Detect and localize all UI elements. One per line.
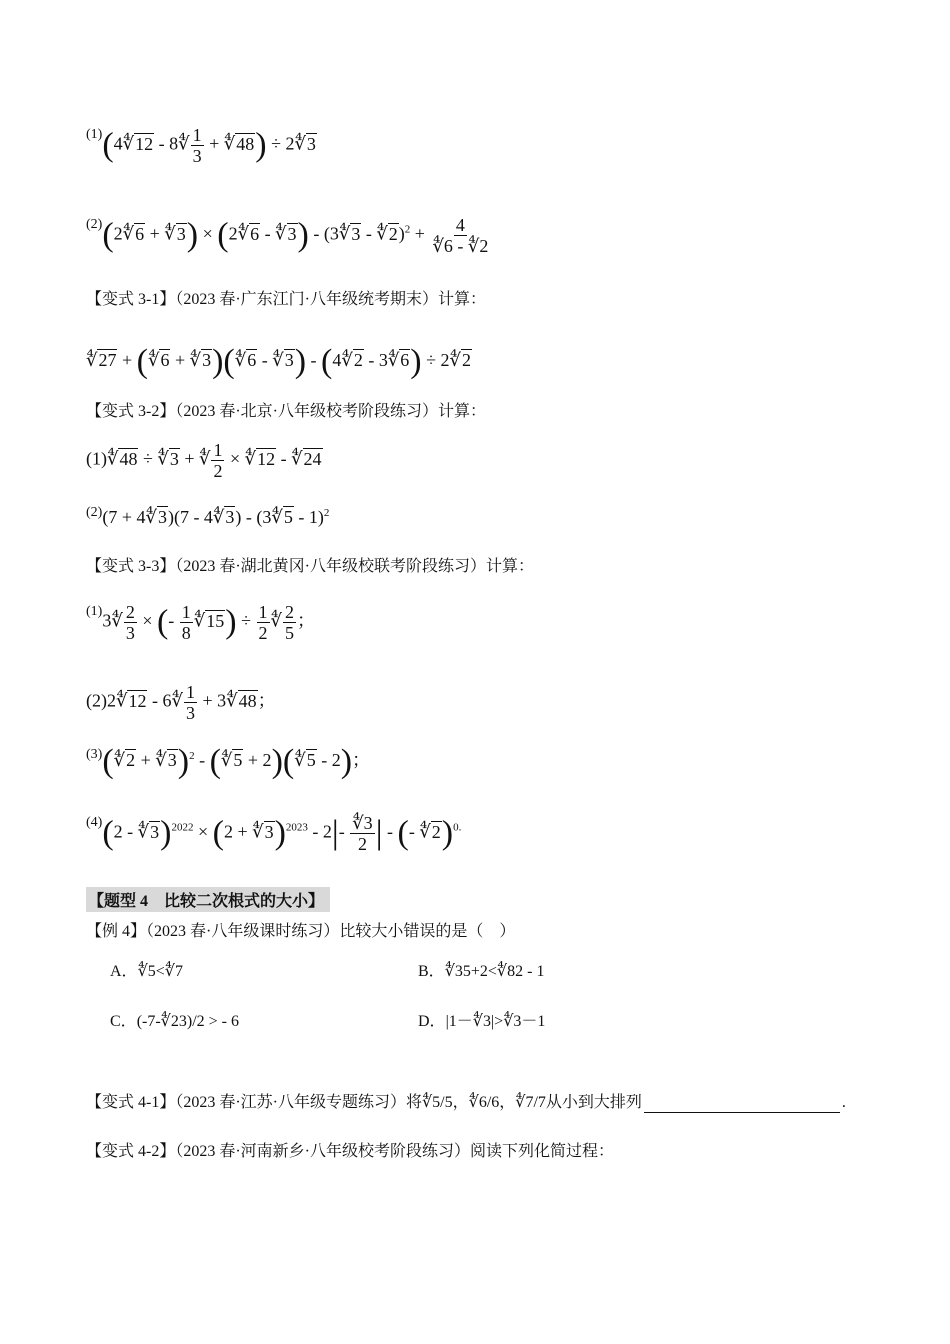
example-4-heading: 【例 4】（2023 春·八年级课时练习）比较大小错误的是（ ） bbox=[86, 923, 516, 940]
option-d-text: |1－∜3|>∜3－1 bbox=[445, 1013, 546, 1030]
variant-4-1: 【变式 4-1】（2023 春·江苏·八年级专题练习）将∜5/5，∜6/6，∜7/7从小到大排列 . bbox=[86, 1094, 846, 1111]
variant-3-2-expr-2: $^{(2)}$(7 + 4∜3)(7 - 4∜3) - (3∜5 - 1)$^2$ bbox=[86, 505, 330, 527]
src-v33-1: (1)3∜(2/3)×(-1/8∜15)÷1/2∜(2/5)； bbox=[72, 1300, 87, 1301]
src-v31: ∜27+(∜6+∜3)(∜6-∜3)-(4∜2-3∜6)÷2∜2 bbox=[32, 1300, 49, 1301]
variant-4-1-text: 【变式 4-1】（2023 春·江苏·八年级专题练习）将∜5/5，∜6/6，∜7/7从小到大排列 bbox=[86, 1094, 642, 1111]
variant-3-2-heading: 【变式 3-2】（2023 春·北京·八年级校考阶段练习）计算： bbox=[86, 403, 486, 420]
src-p1: (1)(4∜12 - 8∜(1/3) + ∜48) ÷ 2∜3 bbox=[0, 1300, 14, 1301]
src-v33-4: (4)(2-∜3)^2022×(2+∜3)^2023-2|-∜3/2|-(-∜2)⁰. bbox=[109, 1300, 129, 1301]
variant-3-3-expr-2: (2)2∜12 - 6∜ $\frac{1}{3}$ + 3∜48； bbox=[86, 682, 276, 723]
variant-3-2-expr-1: (1)∜48 ÷ ∜3 + ∜ $\frac{1}{2}$ × ∜12 - ∜24 bbox=[86, 440, 322, 481]
variant-3-3-expr-3: $^{(3)}$(∜2 + ∜3)$^2$ - (∜5 + 2)(∜5 - 2)； bbox=[86, 743, 371, 780]
variant-3-1-heading: 【变式 3-1】（2023 春·广东江门·八年级统考期末）计算： bbox=[86, 291, 486, 308]
expression-source bbox=[0, 1300, 950, 1340]
option-d-label: D． bbox=[418, 1013, 446, 1030]
section-title: 【题型 4 比较二次根式的大小】 bbox=[86, 887, 330, 912]
option-a bbox=[110, 958, 183, 981]
variant-3-1-expression: ∜27 + (∜6 + ∜3)(∜6 - ∜3) - (4∜2 - 3∜6) ÷ 2∜2 bbox=[86, 343, 471, 380]
variant-4-2-heading: 【变式 4-2】（2023 春·河南新乡·八年级校考阶段练习）阅读下列化简过程： bbox=[86, 1143, 614, 1160]
src-v33-3: (3)(∜2+∜3)²-(∜5+2)(∜5-2)； bbox=[97, 1300, 109, 1301]
src-v32-1: (1)∜48÷∜3+∜(1/2)×∜12-∜24 bbox=[48, 1300, 61, 1301]
answer-blank[interactable] bbox=[644, 1094, 840, 1113]
option-a-label: A． bbox=[110, 963, 138, 980]
option-c bbox=[110, 1008, 239, 1031]
option-c-text: (-7-∜23)/2 > - 6 bbox=[136, 1013, 239, 1030]
problem-1: $^{(1)}$(4∜12 - 8∜ $\frac{1}{3}$ + ∜48) ÷ 2∜3 bbox=[86, 125, 316, 166]
option-b bbox=[418, 958, 544, 981]
problem-2: $^{(2)}$(2∜6 + ∜3) × (2∜6 - ∜3) - (3∜3 - ∜2)$^2$ + $\frac{4}{∜6 - ∜2}$ bbox=[86, 215, 489, 256]
option-b-label: B． bbox=[418, 963, 445, 980]
variant-3-3-heading: 【变式 3-3】（2023 春·湖北黄冈·八年级校联考阶段练习）计算： bbox=[86, 558, 534, 575]
src-v32-2: (2)(7+4∜3)(7-4∜3)-(3∜5-1)² bbox=[60, 1300, 72, 1301]
option-a-text: ∜5<∜7 bbox=[137, 963, 183, 980]
option-b-text: ∜35+2<∜82 - 1 bbox=[444, 963, 545, 980]
variant-3-3-expr-1: $^{(1)}$3∜ $\frac{2}{3}$ × (- $\frac{1}{8}$ ∜15) ÷ $\frac{1}{2}$ ∜ $\frac{2}{5}$ ； bbox=[86, 602, 315, 643]
variant-3-3-expr-4: $^{(4)}$(2 - ∜3)$^{2022}$ × (2 + ∜3)$^{2023}$ - 2|- $\frac{∜3}{2}$ | - (- ∜2)$^{0.}$ bbox=[86, 813, 462, 854]
src-p2: (2)(2∜6+∜3)×(2∜6-∜3)-(3∜3-∜2)²+4/(∜6-∜2) bbox=[13, 1300, 33, 1301]
option-c-label: C． bbox=[110, 1013, 137, 1030]
option-d bbox=[418, 1008, 545, 1031]
src-v33-2: (2)2∜12-6∜(1/3)+3∜48； bbox=[86, 1300, 97, 1301]
